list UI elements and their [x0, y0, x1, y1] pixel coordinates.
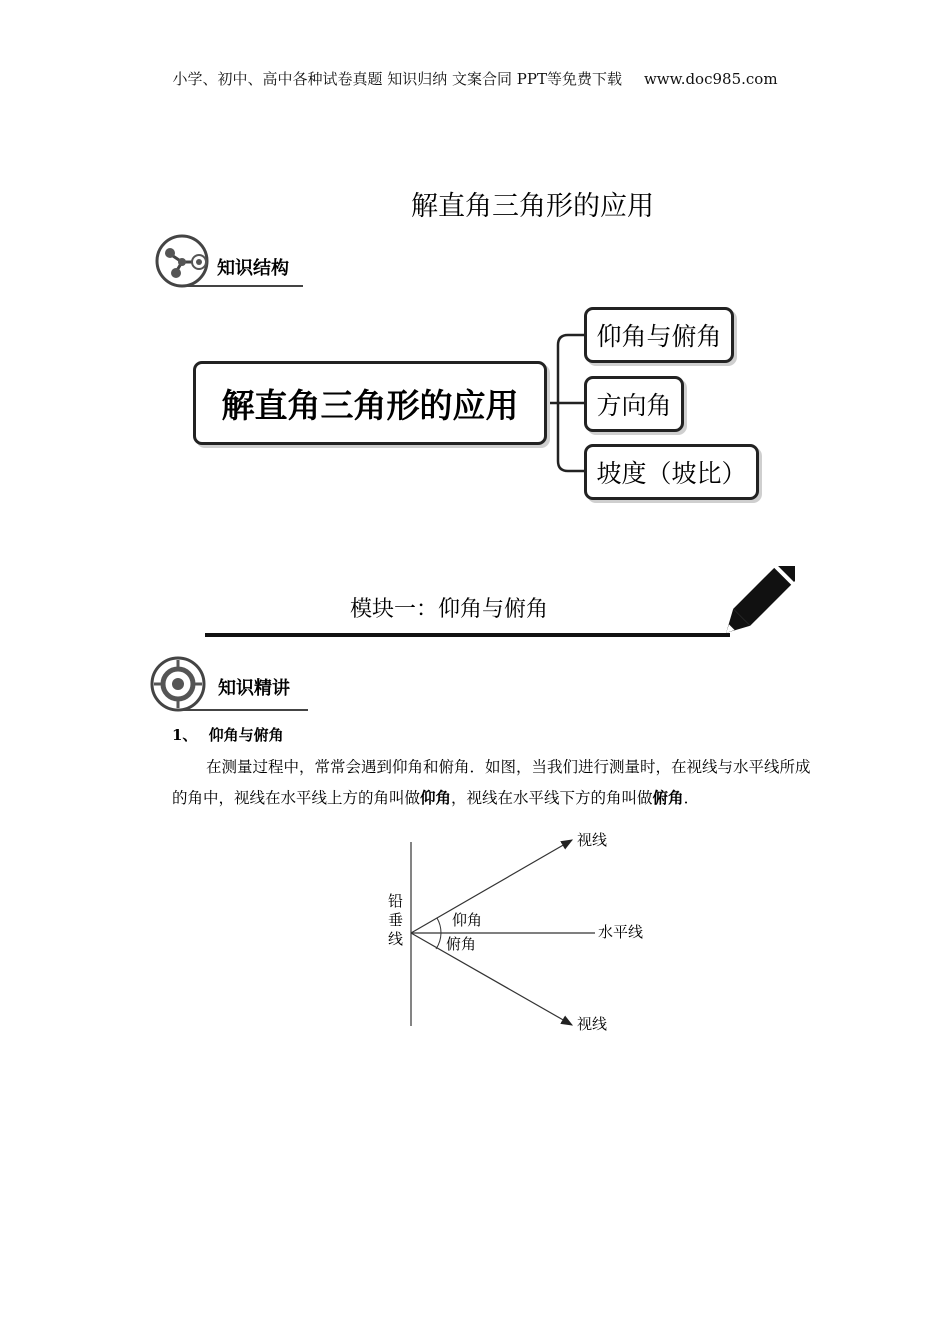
module-title: 模块一：仰角与俯角 — [350, 597, 549, 622]
label-elevation-angle: 仰角 — [452, 911, 483, 929]
header-url: www.doc985.com — [643, 70, 778, 88]
plumb-char-3: 线 — [388, 930, 404, 948]
header-text: 小学、初中、高中各种试卷真题 知识归纳 文案合同 PPT等免费下载 — [172, 70, 622, 88]
page-header — [0, 68, 950, 89]
paragraph-text-1: 在测量过程中，常常会遇到仰角和俯角．如图，当我们进行测量时，在视线与水平线所成的角中，视线在水平线上方的角叫做 — [172, 758, 811, 807]
elevation-arc — [437, 918, 441, 933]
lower-sight-line — [411, 933, 572, 1025]
mindmap-root: 解直角三角形的应用 — [193, 361, 547, 445]
page-title: 解直角三角形的应用 — [411, 191, 654, 222]
pencil-icon — [200, 566, 795, 642]
mindmap-branch-slope: 坡度（坡比） — [584, 444, 759, 500]
definition-paragraph — [172, 752, 812, 814]
label-horizontal: 水平线 — [598, 923, 644, 941]
term-elevation: 仰角 — [420, 789, 452, 807]
subsection-heading — [172, 724, 284, 745]
section-label: 知识结构 — [217, 258, 289, 279]
depression-arc — [436, 933, 441, 949]
paragraph-text-3: ． — [683, 789, 700, 807]
term-depression: 俯角 — [652, 789, 684, 807]
plumb-char-1: 铅 — [388, 892, 404, 910]
subsection-title: 仰角与俯角 — [208, 726, 284, 744]
subsection-number: 1、 — [172, 726, 198, 744]
mindmap-branch-elevation: 仰角与俯角 — [584, 307, 734, 363]
label-lower-sight: 视线 — [577, 1015, 608, 1033]
label-upper-sight: 视线 — [577, 831, 608, 849]
label-depression-angle: 俯角 — [446, 935, 477, 953]
section-label-2: 知识精讲 — [218, 678, 290, 699]
section-knowledge-structure — [155, 234, 305, 290]
upper-sight-line — [411, 840, 572, 933]
mindmap-connector — [540, 330, 590, 480]
paragraph-text-2: ，视线在水平线下方的角叫做 — [451, 789, 653, 807]
mindmap-branch-direction: 方向角 — [584, 376, 684, 432]
plumb-char-2: 垂 — [388, 911, 404, 929]
section-knowledge-lecture — [150, 654, 310, 714]
label-plumb-line — [388, 892, 403, 949]
